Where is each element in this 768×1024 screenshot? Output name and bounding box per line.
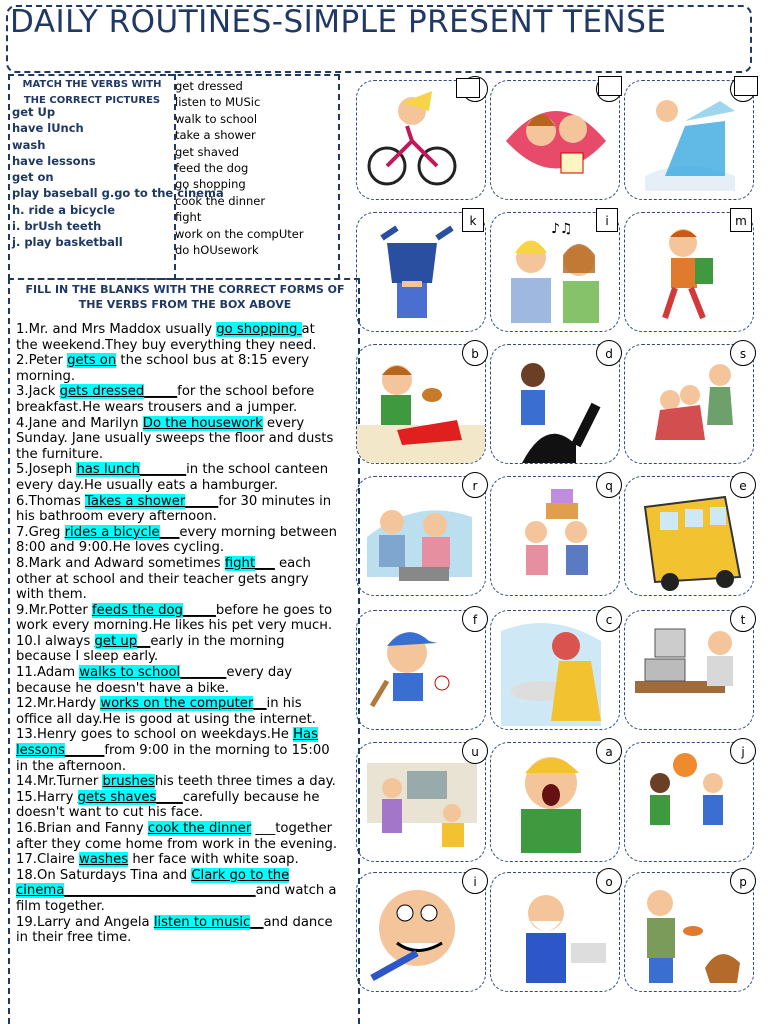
question-9 — [16, 603, 338, 634]
question-5 — [16, 462, 338, 493]
answer-blank: ______ — [64, 743, 105, 759]
fill-heading: FILL IN THE BLANKS WITH THE CORRECT FORMS OF THE VERBS FROM THE BOX ABOVE — [25, 283, 345, 311]
answer-highlight: has lunch — [76, 462, 140, 478]
answer-highlight: gets on — [67, 353, 117, 369]
picture-label[interactable]: o — [596, 868, 622, 894]
picture-label[interactable]: i — [596, 208, 618, 232]
verb-item: walk to school — [175, 111, 258, 126]
question-11 — [16, 665, 338, 696]
picture-label[interactable]: k — [462, 208, 484, 232]
answer-blank: _______ — [180, 665, 227, 681]
verb-item: work on the compUter — [175, 226, 304, 241]
question-text: and dance in their free time. — [16, 914, 333, 946]
question-text: early in the morning because I sleep early. — [16, 633, 285, 665]
match-item: i. brUsh teeth — [12, 219, 102, 234]
picture-label[interactable]: m — [730, 208, 752, 232]
picture-label[interactable]: e — [730, 472, 756, 498]
question-text: her face with white soap. — [128, 852, 299, 868]
answer-blank: _______ — [139, 462, 187, 478]
question-7 — [16, 525, 338, 556]
answer-highlight: listen to music — [153, 914, 251, 930]
question-text: 3.Jack — [16, 384, 60, 400]
picture-label[interactable]: a — [596, 738, 622, 764]
question-text: 7.Greg — [16, 524, 65, 540]
question-text: 19.Larry and Angela — [16, 914, 154, 930]
question-text: 2.Peter — [16, 353, 68, 369]
match-item: have lessons — [12, 153, 96, 168]
match-item: wash — [12, 137, 46, 152]
question-13 — [16, 727, 338, 774]
picture-label[interactable]: d — [596, 340, 622, 366]
question-text: 12.Mr.Hardy — [16, 696, 101, 712]
question-2 — [16, 353, 338, 384]
question-text: 13.Henry goes to school on weekdays.He — [16, 727, 294, 743]
match-item: h. ride a bicycle — [12, 202, 116, 217]
answer-highlight: go shopping — [216, 322, 302, 337]
verb-box-list — [175, 78, 340, 258]
question-text: 8.Mark and Adward sometimes — [16, 555, 225, 571]
picture-label[interactable]: f — [462, 606, 488, 632]
picture-label[interactable]: i — [462, 868, 488, 894]
question-text: for the school before breakfast.He wears trousers and a jumper. — [16, 384, 315, 415]
answer-highlight: cook the dinner — [147, 821, 252, 836]
question-15 — [16, 790, 338, 821]
picture-label[interactable]: b — [462, 340, 488, 366]
question-text: every Sunday. Jane usually sweeps the floor and dusts the furniture. — [16, 415, 334, 462]
answer-blank: _____ — [182, 602, 216, 618]
question-8 — [16, 556, 338, 603]
question-text: 15.Harry — [16, 789, 78, 805]
question-text: 9.Mr.Potter — [16, 602, 92, 618]
question-3 — [16, 384, 338, 415]
picture-label[interactable]: p — [730, 868, 756, 894]
question-text: in his office all day.He is good at using the internet. — [16, 696, 316, 727]
question-text: every morning between 8:00 and 9:00.He loves cycling. — [16, 524, 337, 556]
question-text: each other at school and their teacher gets angry with them. — [16, 555, 311, 603]
fill-in-blanks-list — [16, 322, 338, 946]
answer-highlight: washes — [79, 852, 129, 868]
answer-highlight: walks to school — [79, 665, 181, 681]
question-4 — [16, 416, 338, 463]
answer-highlight: gets dressed — [59, 384, 145, 400]
question-text: the school bus at 8:15 every morning. — [16, 353, 310, 384]
answer-blank: _____________________________ — [64, 883, 256, 899]
question-14 — [16, 774, 338, 790]
question-text: in the school canteen every day.He usually eats a hamburger. — [16, 462, 329, 493]
answer-blank: _____ — [144, 384, 178, 400]
answer-blank: ___ — [159, 524, 180, 540]
question-10 — [16, 634, 338, 665]
verb-item: get shaved — [175, 144, 240, 159]
answer-highlight: Do the housework — [142, 415, 263, 431]
verb-item: fight — [175, 210, 202, 225]
answer-blank: __ — [137, 633, 151, 649]
question-text: 5.Joseph — [16, 462, 77, 478]
verb-item: feed the dog — [175, 161, 249, 176]
question-12 — [16, 696, 338, 727]
match-item: get on — [12, 170, 54, 185]
question-text: ___together after they come home from work in the evening. — [16, 821, 338, 852]
picture-label[interactable]: j — [730, 738, 756, 764]
match-item: play baseball g.go to the cinema — [12, 186, 224, 201]
question-text: 6.Thomas — [16, 493, 86, 509]
match-item: get Up — [12, 105, 56, 119]
question-1 — [16, 322, 338, 353]
answer-highlight: Takes a shower — [85, 493, 186, 509]
svg-text:♪♫: ♪♫ — [551, 221, 573, 237]
answer-highlight: Clark go to the cinema — [16, 867, 290, 899]
picture-label[interactable]: q — [596, 472, 622, 498]
question-text: every day because he doesn't have a bike. — [16, 665, 293, 696]
match-item: have lUnch — [12, 121, 84, 136]
answer-blank: __ — [253, 696, 267, 712]
answer-box[interactable] — [456, 78, 480, 98]
question-text: 4.Jane and Marilyn — [16, 415, 143, 431]
answer-blank: ___ — [255, 555, 275, 571]
question-text: 18.On Saturdays Tina and — [16, 867, 192, 883]
answer-box[interactable] — [734, 76, 758, 96]
answer-blank: __ — [250, 914, 264, 930]
question-18 — [16, 868, 338, 915]
verb-item: cook the dinner — [175, 193, 266, 208]
verb-item: listen to MUSic — [175, 95, 261, 110]
question-text: from 9:00 in the morning to 15:00 in the afternoon. — [16, 743, 330, 774]
verb-item: take a shower — [175, 128, 256, 143]
question-text: at the weekend.They buy everything they need. — [16, 322, 317, 353]
answer-highlight: works on the computer — [100, 696, 254, 712]
question-text: 11.Adam — [16, 665, 80, 681]
picture-label[interactable]: u — [462, 738, 488, 764]
question-19 — [16, 915, 338, 946]
question-text: for 30 minutes in his bathroom every afternoon. — [16, 493, 332, 525]
verb-item: get dressed — [175, 79, 243, 93]
picture-label[interactable]: r — [462, 472, 488, 498]
question-text: 14.Mr.Turner — [16, 774, 103, 790]
verb-item: go shopping — [175, 177, 246, 192]
answer-highlight: get up — [94, 633, 138, 649]
match-item: j. play basketball — [12, 235, 123, 250]
answer-highlight: Has lessons — [16, 727, 318, 759]
question-17 — [16, 852, 338, 868]
question-text: 16.Brian and Fanny — [16, 821, 148, 836]
answer-blank: ____ — [156, 789, 183, 805]
picture-label[interactable]: c — [596, 606, 622, 632]
question-text: 1.Mr. and Mrs Maddox usually — [16, 322, 217, 337]
page-title: DAILY ROUTINES-SIMPLE PRESENT TENSE — [10, 4, 667, 40]
picture-label[interactable]: s — [730, 340, 756, 366]
question-6 — [16, 494, 338, 525]
answer-highlight: brushes — [102, 774, 155, 790]
question-text: 17.Claire — [16, 852, 80, 868]
question-text: carefully because he doesn't want to cut his face. — [16, 789, 320, 821]
answer-highlight: feeds the dog — [91, 602, 183, 618]
question-text: and watch a film together. — [16, 883, 337, 914]
answer-highlight: fight — [224, 555, 256, 571]
answer-blank: _____ — [185, 493, 219, 509]
question-text: 10.I always — [16, 633, 95, 649]
match-heading: MATCH THE VERBS WITH THE CORRECT PICTURES — [22, 79, 162, 106]
picture-label[interactable]: t — [730, 606, 756, 632]
question-16 — [16, 821, 338, 852]
question-text: before he goes to work every morning.He likes his pet very mucн. — [16, 602, 333, 634]
answer-highlight: rides a bicycle — [64, 524, 160, 540]
question-text: his teeth three times a day. — [154, 774, 336, 790]
answer-box[interactable] — [598, 76, 622, 96]
answer-highlight: gets shaves — [77, 789, 157, 805]
verb-item: do hOUsework — [175, 243, 259, 258]
